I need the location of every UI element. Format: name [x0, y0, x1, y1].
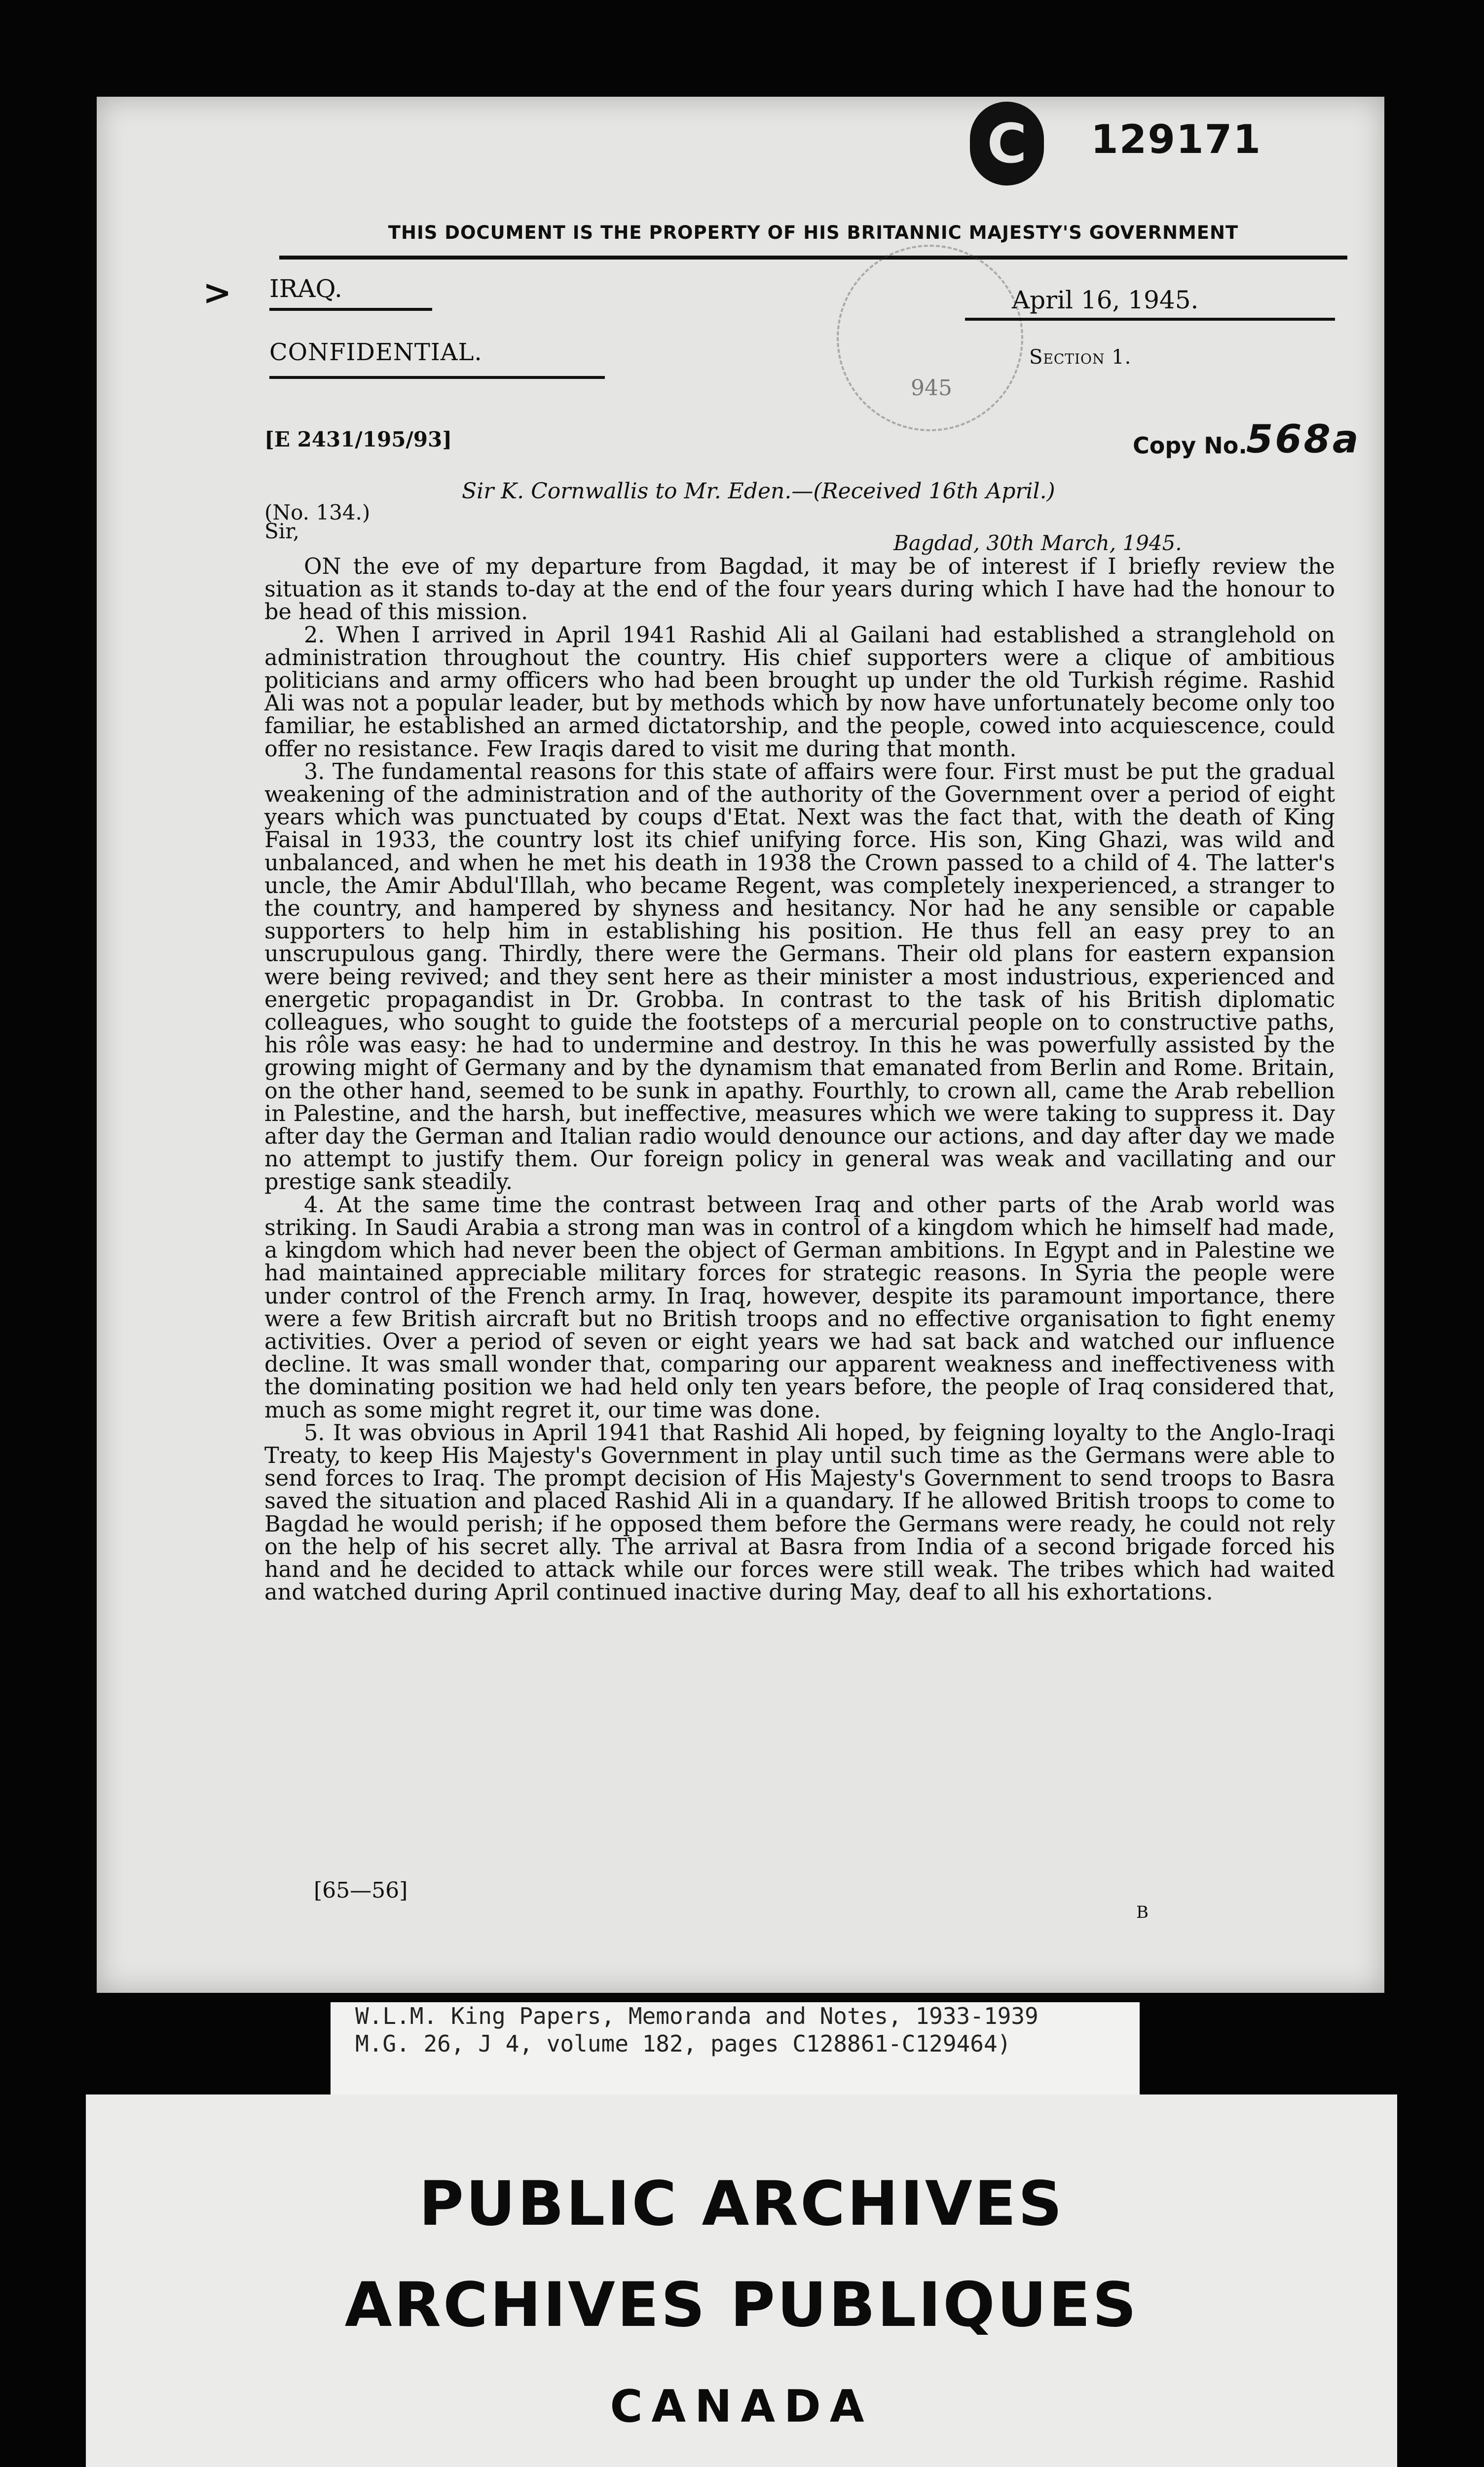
date-rule	[965, 318, 1335, 321]
copy-number: 568a	[1246, 417, 1361, 462]
property-rule	[279, 256, 1347, 260]
paragraph: 5. It was obvious in April 1941 that Rashid Ali hoped, by feigning loyalty to the Anglo-Iraqi Treaty, to keep His Majesty's Government in play until such time as the Germans were able to send forces to Iraq. The prompt decision of His Majesty's Government to send troops to Basra saved the situation and placed Rashid Ali in a quandary. If he allowed British troops to come to Bagdad he would perish; if he opposed them before the Germans were ready, he could not rely on the help of his secret ally. The arrival at Basra from India of a second brigade forced his hand and he decided to attack while our forces were still weak. The tribes which had waited and watched during April continued inactive during May, deaf to all his exhortations.	[264, 1420, 1335, 1606]
file-reference: [E 2431/195/93]	[264, 427, 452, 451]
document-number: 129171	[1091, 116, 1261, 162]
archive-card-title-fr: ARCHIVES PUBLIQUES	[344, 2270, 1139, 2341]
received-stamp-number: 945	[911, 375, 952, 401]
paragraph: 2. When I arrived in April 1941 Rashid Ali al Gailani had established a stranglehold on administration throughout the country. His chief supporters were a clique of ambitious politicians and army officers who had been brought up under the old Turkish régime. Rashid Ali was not a popular leader, but by methods which by now have unfortunately become only too familiar, he established an armed dictatorship, and the people, cowed into acquiescence, could offer no resistance. Few Iraqis dared to visit me during that month.	[264, 622, 1335, 762]
place-date: Bagdad, 30th March, 1945.	[893, 531, 1182, 555]
signature-mark: B	[1136, 1903, 1149, 1922]
paragraph: 3. The fundamental reasons for this state of affairs were four. First must be put the gradual weakening of the administration and of the authority of the Government over a period of eight years which was punctuated by coups d'Etat. Next was the fact that, with the death of King Faisal in 1933, the country lost its chief unifying force. His son, King Ghazi, was wild and unbalanced, and when he met his death in 1938 the Crown passed to a child of 4. The latter's uncle, the Amir Abdul'Illah, who became Regent, was completely inexperienced, a stranger to the country, and hampered by shyness and hesitancy. Nor had he any sensible or capable supporters to help him in establishing his position. He thus fell an easy prey to an unscrupulous gang. Thirdly, there were the Germans. Their old plans for eastern expansion were being revived; and they sent here as their minister a most industrious, experienced and energetic propagandist in Dr. Grobba. In contrast to the task of his British diplomatic colleagues, who sought to guide the footsteps of a mercurial people on to constructive paths, his rôle was easy: he had to undermine and destroy. In this he was powerfully assisted by the growing might of Germany and by the dynamism that emanated from Berlin and Rome. Britain, on the other hand, seemed to be sunk in apathy. Fourthly, to crown all, came the Arab rebellion in Palestine, and the harsh, but ineffective, measures which we were taking to suppress it. Day after day the German and Italian radio would denounce our actions, and day after day we made no attempt to justify them. Our foreign policy in general was weak and vacillating and our prestige sank steadily.	[264, 759, 1335, 1195]
paragraph: 4. At the same time the contrast between Iraq and other parts of the Arab world was striking. In Saudi Arabia a strong man was in control of a kingdom which he himself had made, a kingdom which had never been the object of German ambitions. In Egypt and in Palestine we had maintained appreciable military forces for strategic reasons. In Syria the people were under control of the French army. In Iraq, however, despite its paramount importance, there were a few British aircraft but no British troops and no effective organisation to fight enemy activities. Over a period of seven or eight years we had sat back and watched our influence decline. It was small wonder that, comparing our apparent weakness and ineffectiveness with the dominating position we had held only ten years before, the people of Iraq considered that, much as some might regret it, our time was done.	[264, 1192, 1335, 1423]
despatch-number: (No. 134.)	[264, 500, 371, 524]
section-label: Section 1.	[1029, 346, 1132, 369]
archive-card-title: PUBLIC ARCHIVES	[419, 2168, 1064, 2240]
classification-rule	[269, 376, 605, 379]
country-heading: IRAQ.	[269, 274, 342, 303]
sheet-reference: [65—56]	[314, 1878, 408, 1903]
stamp-c-mark: C	[970, 102, 1044, 186]
archive-label-line: W.L.M. King Papers, Memoranda and Notes, 1933-1939	[355, 2003, 1039, 2029]
letter-body	[264, 556, 1335, 1604]
country-rule	[269, 308, 432, 311]
received-line: Sir K. Cornwallis to Mr. Eden.—(Received 16th April.)	[462, 479, 1055, 504]
paragraph: ON the eve of my departure from Bagdad, it may be of interest if I briefly review the situation as it stands to-day at the end of the four years during which I have had the honour to be head of this mission.	[264, 554, 1335, 625]
archive-label-line: M.G. 26, J 4, volume 182, pages C128861-C129464)	[355, 2030, 1011, 2057]
document-date: April 16, 1945.	[1012, 286, 1199, 314]
archive-card	[86, 2094, 1397, 2467]
handwritten-arrow-icon: >	[203, 272, 232, 313]
archive-reference-label	[331, 2002, 1140, 2103]
salutation: Sir,	[264, 519, 300, 543]
property-line: THIS DOCUMENT IS THE PROPERTY OF HIS BRITANNIC MAJESTY'S GOVERNMENT	[388, 222, 1239, 243]
archive-card-country: CANADA	[610, 2381, 873, 2432]
document-page	[97, 97, 1384, 1993]
copy-label: Copy No.	[1133, 432, 1247, 459]
classification: CONFIDENTIAL.	[269, 338, 482, 366]
received-stamp	[837, 245, 1023, 431]
